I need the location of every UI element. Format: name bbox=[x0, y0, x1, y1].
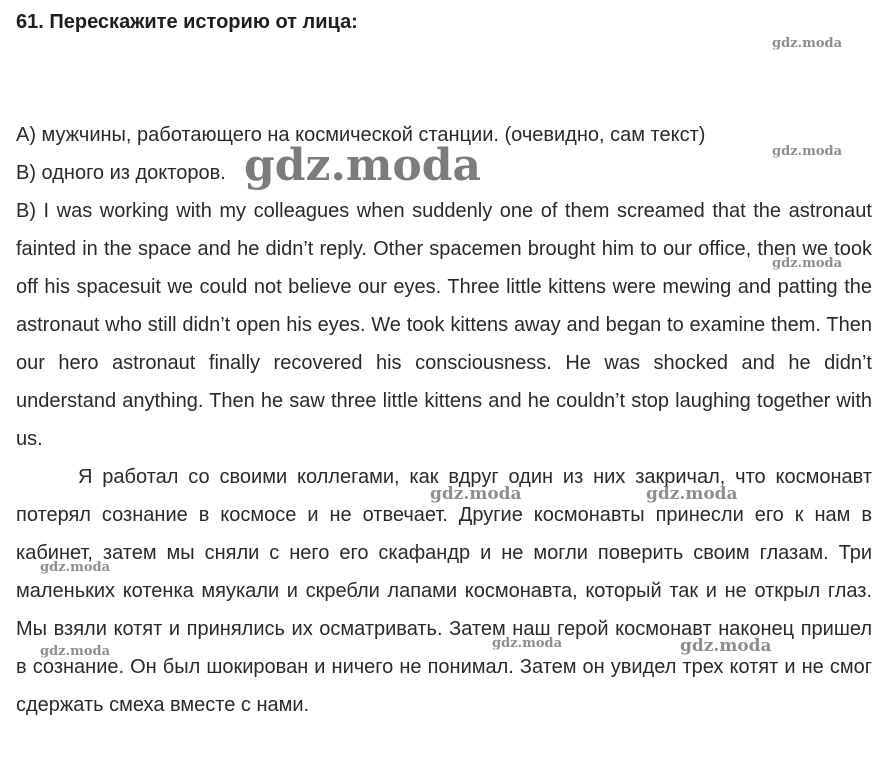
option-a: А) мужчины, работающего на космической станции. (очевидно, сам текст) bbox=[16, 124, 706, 146]
watermark-large: gdz.moda bbox=[244, 140, 482, 191]
watermark: gdz.moda bbox=[40, 644, 111, 659]
option-b: В) одного из докторов. bbox=[16, 162, 226, 184]
russian-translation-paragraph: Я работал со своими коллегами, как вдруг один из них закричал, что космонавт потерял сознание в космосе и не отвечает. Другие космонавты принесли его к нам в кабинет, затем мы сняли с него его скафандр и не могли поверить своим глазам. Три маленьких котенка мяукали и скребли лапами космонавта, который так и не открыл глаз. Мы взяли котят и принялись их осматривать. Затем наш герой космонавт наконец пришел в сознание. Он был шокирован и ничего не понимал. Затем он увидел трех котят и не смог сдержать смеха вместе с нами. bbox=[16, 466, 872, 716]
english-answer-paragraph: В) I was working with my colleagues when suddenly one of them screamed that the astronaut fainted in the space and he didn’t reply. Other spacemen brought him to our office, then we took off his spacesuit we could not believe our eyes. Three little kittens were mewing and patting the astronaut who still didn’t open his eyes. We took kittens away and began to examine them. Then our hero astronaut finally recovered his consciousness. He was shocked and he didn’t understand anything. Then he saw three little kittens and he couldn’t stop laughing together with us. bbox=[16, 200, 872, 450]
watermark: gdz.moda bbox=[772, 36, 843, 51]
watermark: gdz.moda bbox=[40, 560, 111, 575]
exercise-heading: 61. Перескажите историю от лица: bbox=[16, 11, 358, 33]
watermark: gdz.moda bbox=[772, 256, 843, 271]
watermark: gdz.moda bbox=[492, 636, 563, 651]
watermark: gdz.moda bbox=[430, 484, 522, 504]
watermark: gdz.moda bbox=[646, 484, 738, 504]
watermark: gdz.moda bbox=[772, 144, 843, 159]
watermark: gdz.moda bbox=[680, 636, 772, 656]
